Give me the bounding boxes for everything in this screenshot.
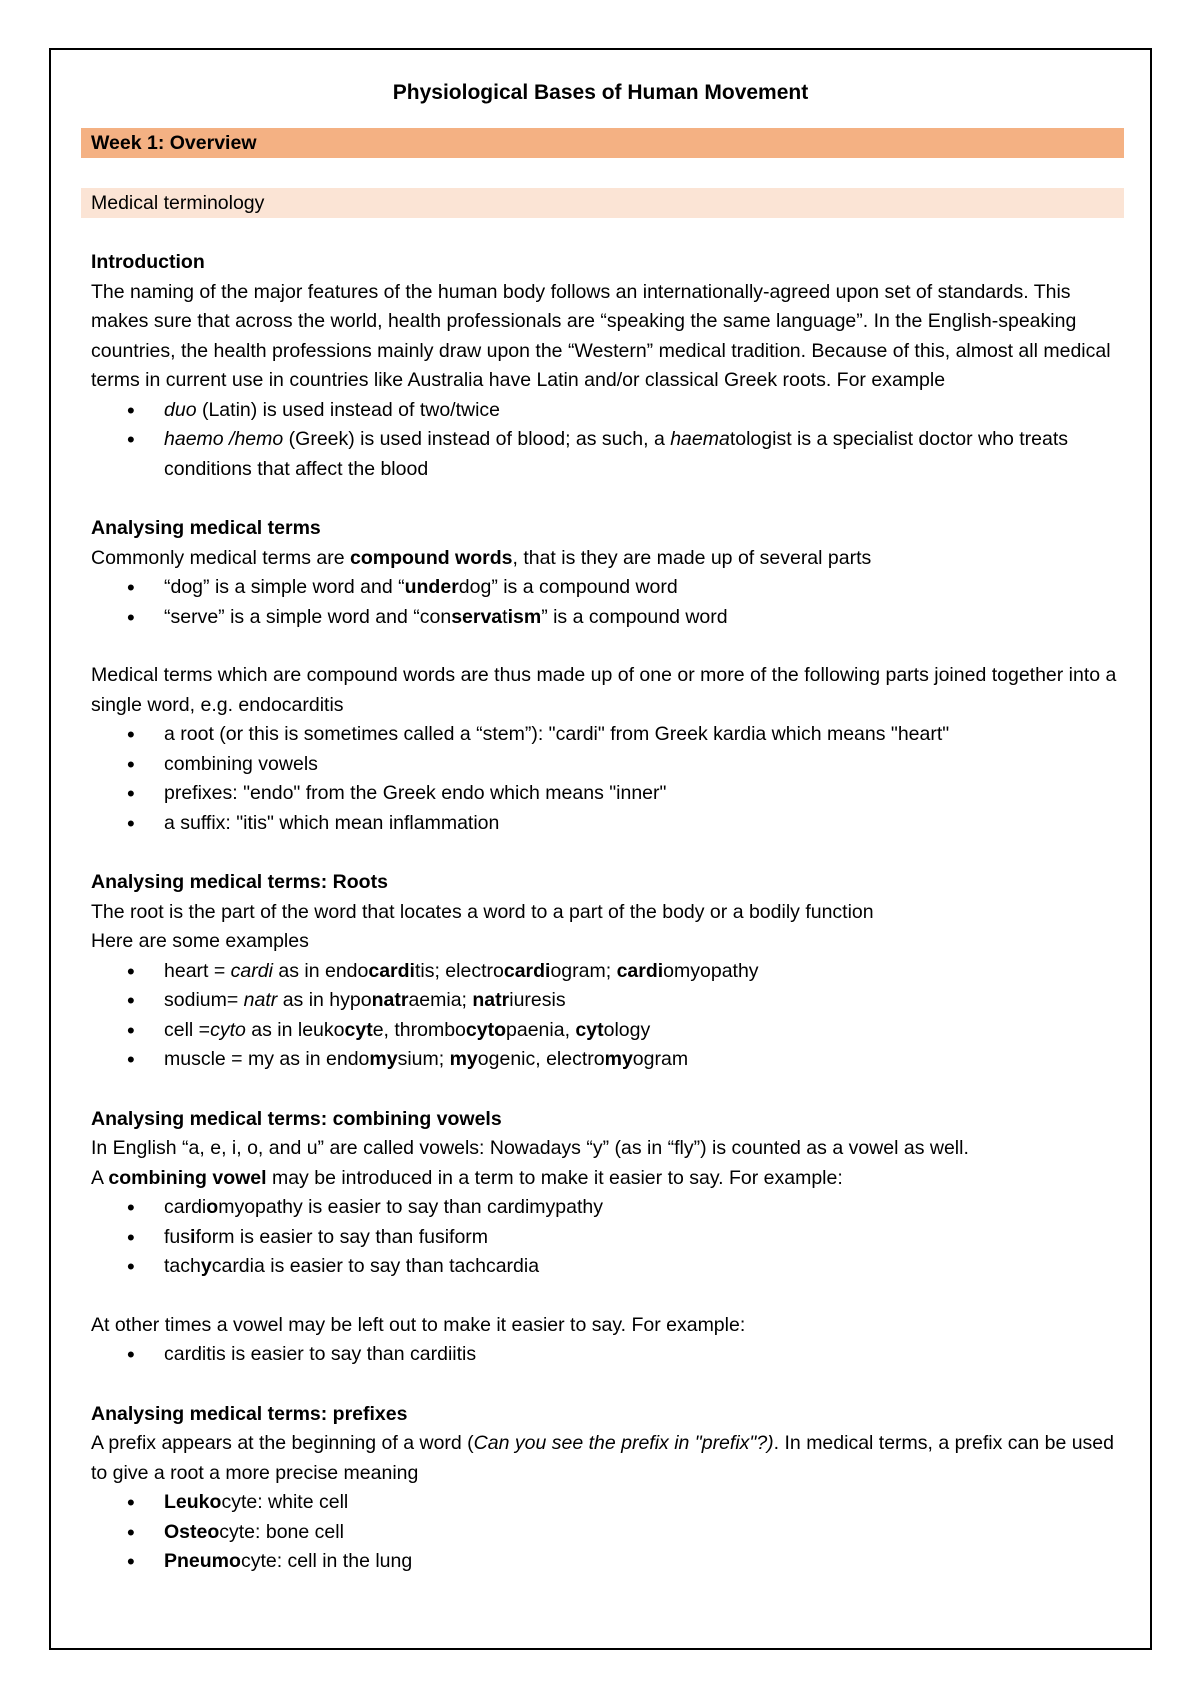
intro-section [91,248,1126,484]
vowels-list [91,1193,1126,1282]
parts-list [91,720,1126,838]
list-item: • Osteocyte: bone cell [164,1518,1126,1548]
prefixes-paragraph: A prefix appears at the beginning of a word (Can you see the prefix in "prefix"?). In medical terms, a prefix can be used to give a root a more precise meaning [91,1432,1114,1484]
roots-list [91,957,1126,1075]
list-item: • duo (Latin) is used instead of two/twice [164,396,1126,426]
vowels-line-2: A combining vowel may be introduced in a term to make it easier to say. For example: [91,1166,843,1189]
prefixes-list [91,1488,1126,1577]
list-item: • a root (or this is sometimes called a “stem”): "cardi" from Greek kardia which means "heart" [164,720,1126,750]
list-item: • “serve” is a simple word and “conservatism” is a compound word [164,603,1126,633]
vowels-section [91,1105,1126,1370]
intro-list [91,396,1126,485]
compound-examples-list [91,573,1126,632]
list-item: • fusiform is easier to say than fusiform [164,1223,1126,1253]
week-heading: Week 1: Overview [81,128,1124,158]
vowels-heading: Analysing medical terms: combining vowels [91,1107,502,1130]
list-item: • prefixes: "endo" from the Greek endo which means "inner" [164,779,1126,809]
prefixes-section [91,1400,1126,1577]
roots-heading: Analysing medical terms: Roots [91,871,388,893]
list-item: • heart = cardi as in endocarditis; electrocardiogram; cardiomyopathy [164,957,1126,987]
list-item: • muscle = my as in endomysium; myogenic, electromyogram [164,1045,1126,1075]
list-item: • haemo /hemo (Greek) is used instead of blood; as such, a haematologist is a specialist doctor who treats conditions that affect the blood [164,425,1126,484]
section-subheading: Medical terminology [81,188,1124,218]
list-item: • a suffix: "itis" which mean inflammation [164,809,1126,839]
list-item: • Pneumocyte: cell in the lung [164,1547,1126,1577]
roots-line-2: Here are some examples [91,930,309,952]
vowels-line-1: In English “a, e, i, o, and u” are called vowels: Nowadays “y” (as in “fly”) is counted as a vowel as well. [91,1137,969,1159]
list-item: • tachycardia is easier to say than tachcardia [164,1252,1126,1282]
list-item: • cardiomyopathy is easier to say than cardimypathy [164,1193,1126,1223]
roots-line-1: The root is the part of the word that locates a word to a part of the body or a bodily function [91,900,874,923]
vowel-omission-list [91,1340,1126,1370]
list-item: • cell =cyto as in leukocyte, thrombocytopaenia, cytology [164,1016,1126,1046]
page-frame [49,48,1152,1650]
analysing-heading: Analysing medical terms [91,517,321,539]
roots-section [91,868,1126,1075]
intro-paragraph: The naming of the major features of the human body follows an internationally-agreed upon set of standards. This makes sure that across the world, health professionals are “speaking the same language”. In the English-speaking countries, the health professions mainly draw upon the “Western” medical tradition. Because of this, almost all medical terms in current use in countries like Australia have Latin and/or classical Greek roots. For example [91,280,1111,391]
list-item: • combining vowels [164,750,1126,780]
vowels-line-3: At other times a vowel may be left out to make it easier to say. For example: [91,1313,746,1336]
parts-paragraph: Medical terms which are compound words are thus made up of one or more of the following parts joined together into a single word, e.g. endocarditis [91,664,1117,716]
prefixes-heading: Analysing medical terms: prefixes [91,1402,408,1425]
list-item: • carditis is easier to say than cardiitis [164,1340,1126,1370]
intro-heading: Introduction [91,251,205,273]
list-item: • Leukocyte: white cell [164,1488,1126,1518]
analysing-paragraph: Commonly medical terms are compound words, that is they are made up of several parts [91,546,872,569]
document-title: Physiological Bases of Human Movement [392,81,809,104]
analysing-section [91,514,1126,838]
list-item: • sodium= natr as in hyponatraemia; natriuresis [164,986,1126,1016]
page-content [75,74,1126,1577]
list-item: • “dog” is a simple word and “underdog” is a compound word [164,573,1126,603]
